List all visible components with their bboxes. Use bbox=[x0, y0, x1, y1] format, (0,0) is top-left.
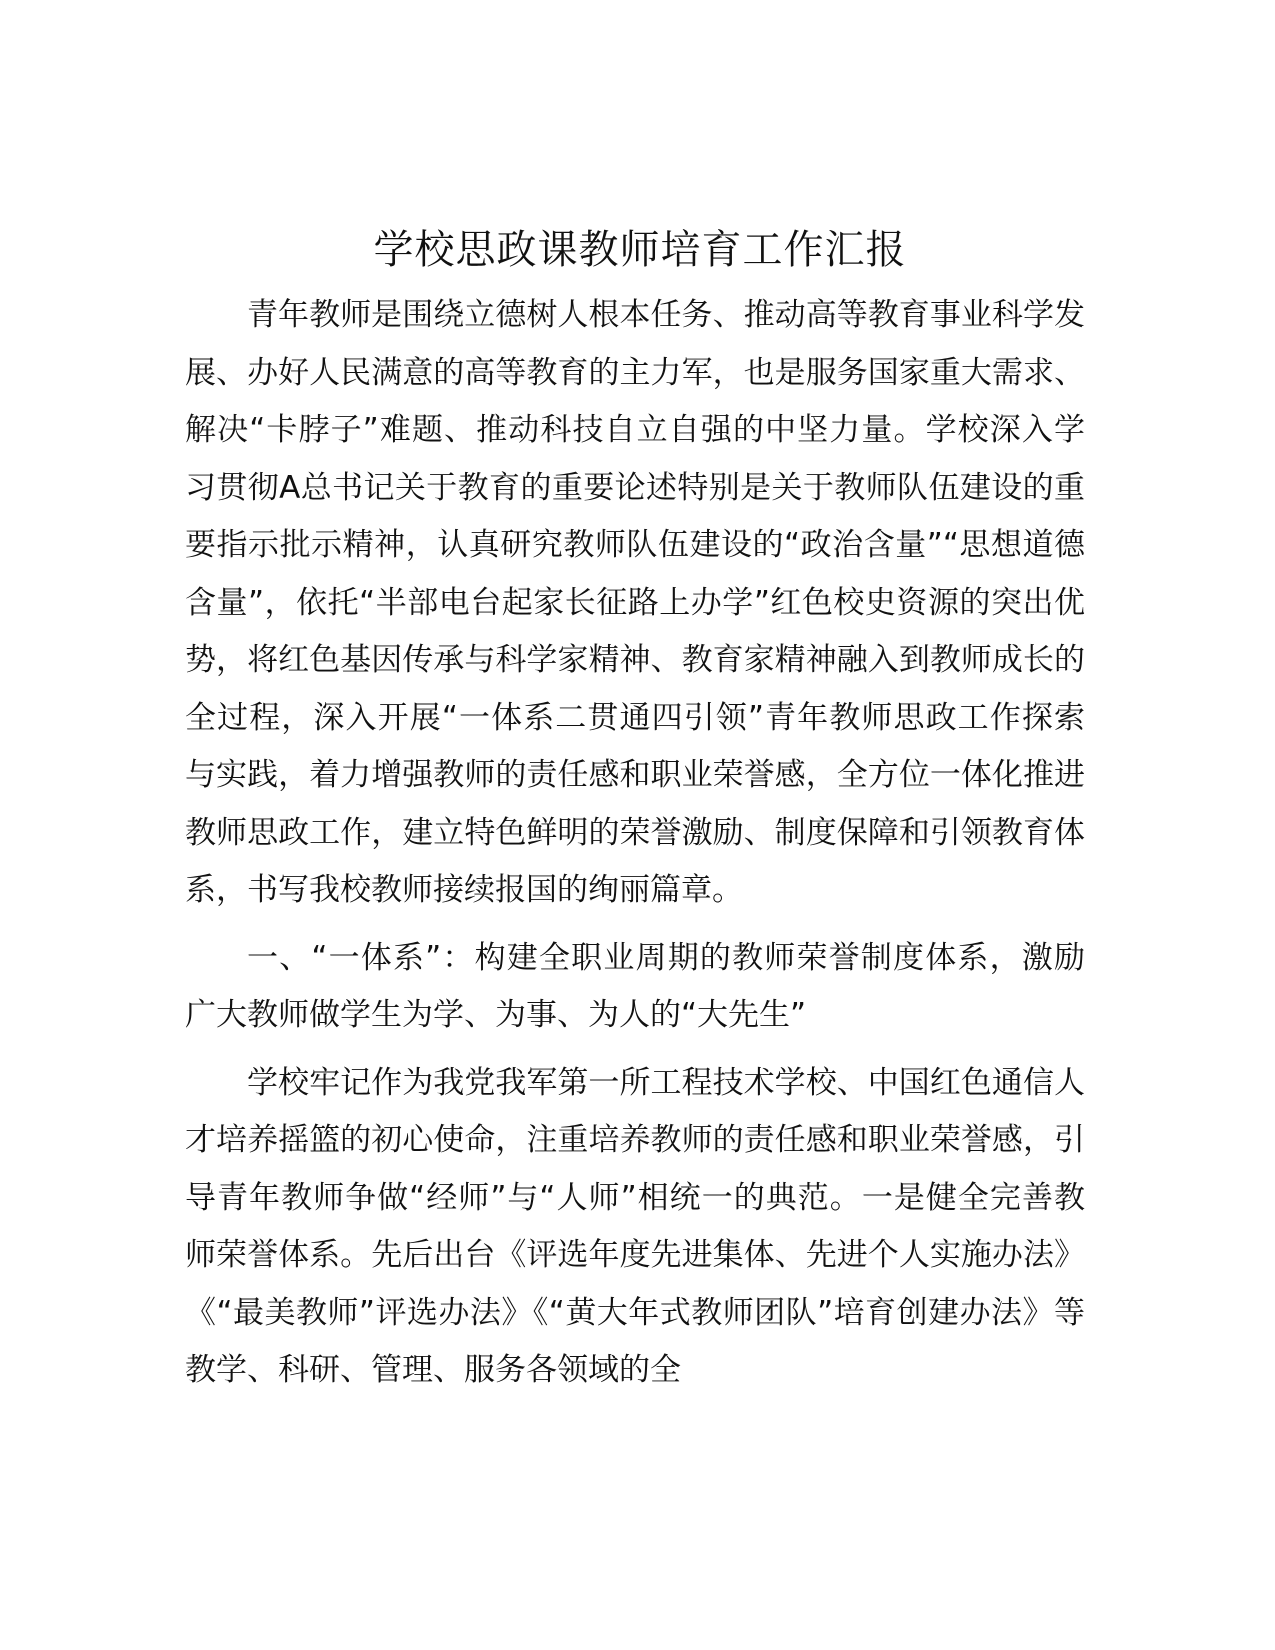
intro-paragraph: 青年教师是围绕立德树人根本任务、推动高等教育事业科学发展、办好人民满意的高等教育的主力军，也是服务国家重大需求、解决“卡脖子”难题、推动科技自立自强的中坚力量。学校深入学习贯彻A总书记关于教育的重要论述特别是关于教师队伍建设的重要指示批示精神，认真研究教师队伍建设的“政治含量”“思想道德含量”，依托“半部电台起家长征路上办学”红色校史资源的突出优势，将红色基因传承与科学家精神、教育家精神融入到教师成长的全过程，深入开展“一体系二贯通四引领”青年教师思政工作探索与实践，着力增强教师的责任感和职业荣誉感，全方位一体化推进教师思政工作，建立特色鲜明的荣誉激励、制度保障和引领教育体系，书写我校教师接续报国的绚丽篇章。 bbox=[185, 297, 1085, 908]
document-body bbox=[185, 220, 1085, 1400]
section-1-heading: 一、“一体系”：构建全职业周期的教师荣誉制度体系，激励广大教师做学生为学、为事、为人的“大先生” bbox=[185, 939, 1085, 1033]
document-title: 学校思政课教师培育工作汇报 bbox=[373, 227, 907, 273]
section-1-paragraph: 学校牢记作为我党我军第一所工程技术学校、中国红色通信人才培养摇篮的初心使命，注重培养教师的责任感和职业荣誉感，引导青年教师争做“经师”与“人师”相统一的典范。一是健全完善教师荣誉体系。先后出台《评选年度先进集体、先进个人实施办法》《“最美教师”评选办法》《“黄大年式教师团队”培育创建办法》等教学、科研、管理、服务各领域的全 bbox=[185, 1064, 1085, 1388]
